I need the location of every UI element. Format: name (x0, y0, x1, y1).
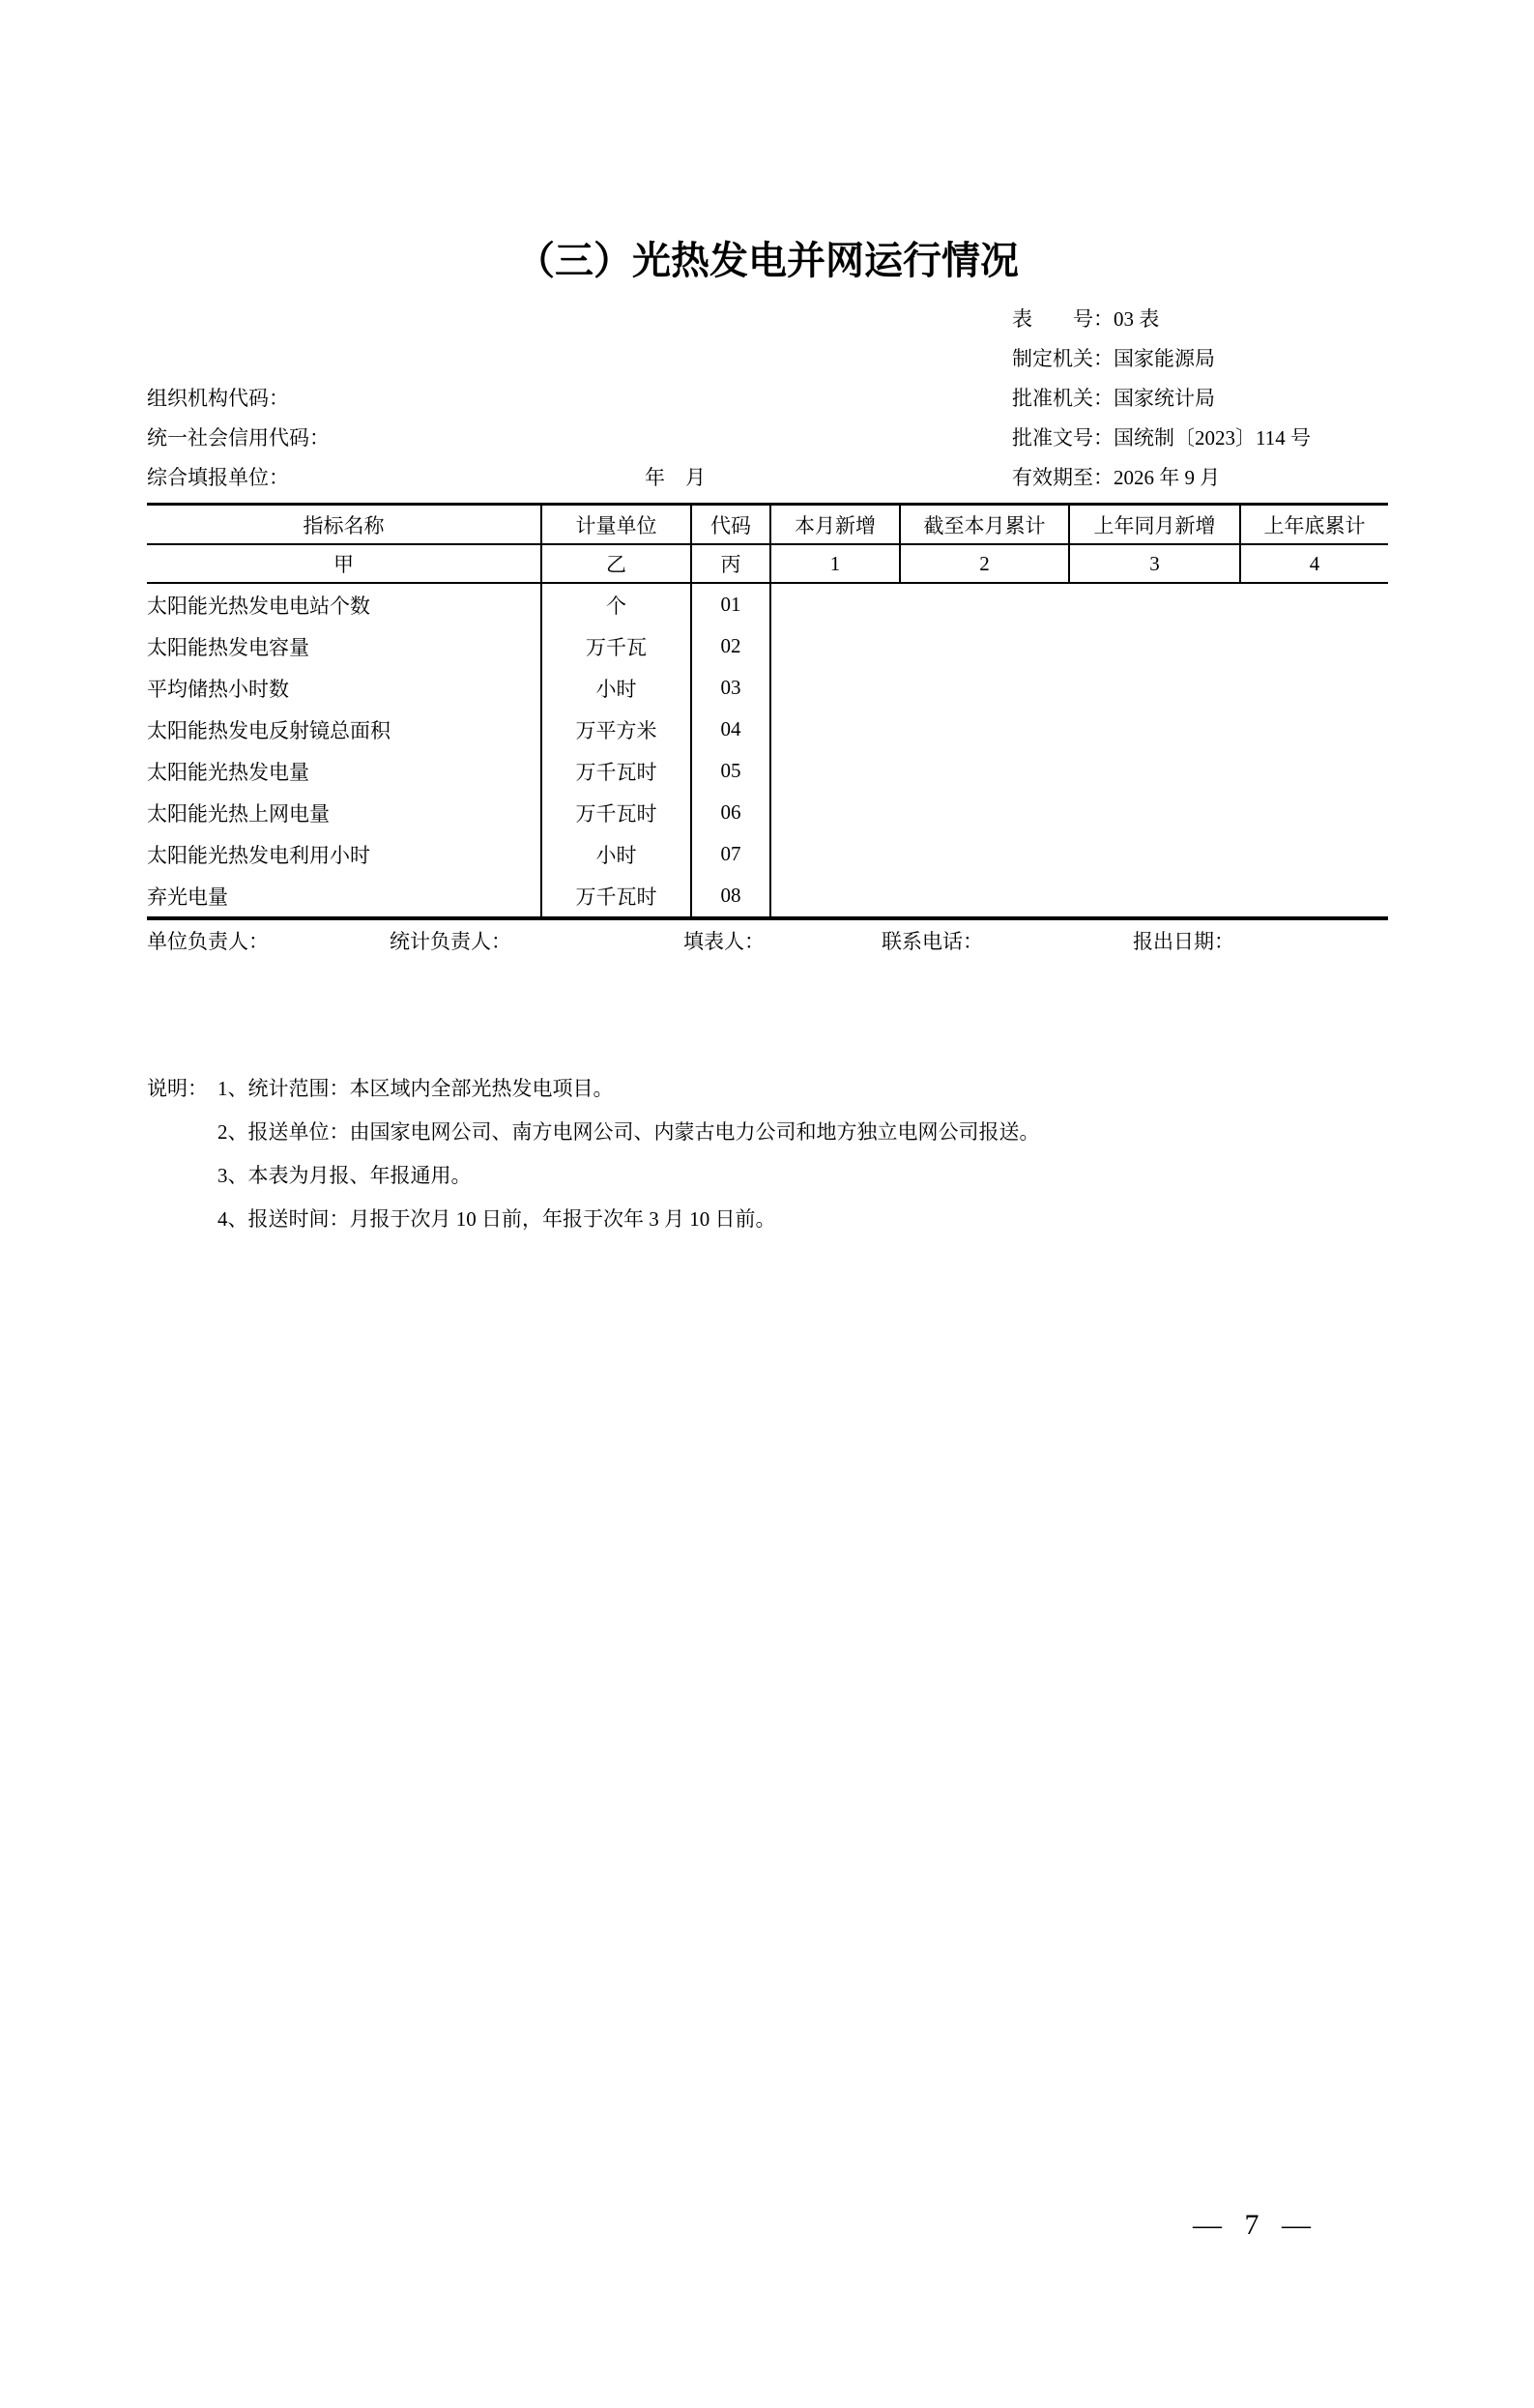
value-cell (770, 583, 900, 625)
value-cell (1240, 750, 1388, 792)
value-cell (1069, 667, 1240, 709)
value-cell (770, 833, 900, 875)
meta-label: 批准机关： (1012, 387, 1114, 410)
meta-row (147, 419, 1388, 458)
note-item: 1、统计范围：本区域内全部光热发电项目。 (217, 1077, 614, 1100)
table-row (147, 625, 1388, 667)
indicator-unit: 小时 (541, 667, 691, 709)
indicator-code: 08 (691, 875, 770, 918)
document-page (0, 238, 1534, 2408)
meta-value: 国家统计局 (1114, 387, 1215, 410)
indicator-unit: 小时 (541, 833, 691, 875)
value-cell (1240, 667, 1388, 709)
meta-approving-agency (1012, 379, 1215, 419)
table-header-row (147, 505, 1388, 545)
value-cell (1069, 709, 1240, 750)
meta-valid-until (1012, 458, 1220, 498)
value-cell (1240, 875, 1388, 918)
value-cell (900, 833, 1069, 875)
value-cell (900, 875, 1069, 918)
col-header-unit: 计量单位 (541, 505, 691, 545)
meta-label: 有效期至： (1012, 466, 1114, 489)
value-cell (1069, 750, 1240, 792)
table-row (147, 583, 1388, 625)
subheader-yi: 乙 (541, 544, 691, 583)
value-cell (1069, 833, 1240, 875)
meta-approval-number (1012, 419, 1311, 458)
value-cell (1069, 792, 1240, 833)
meta-row (147, 458, 1388, 498)
col-header-new-same-month-last-year: 上年同月新增 (1069, 505, 1240, 545)
table-row (147, 875, 1388, 918)
stats-head-label: 统计负责人： (390, 930, 511, 953)
value-cell (770, 709, 900, 750)
indicator-code: 07 (691, 833, 770, 875)
value-cell (770, 750, 900, 792)
page-content (147, 238, 1388, 1241)
meta-value: 2026 年 9 月 (1114, 466, 1221, 489)
value-cell (900, 709, 1069, 750)
indicator-name: 太阳能热发电容量 (147, 635, 309, 659)
preparer-label: 填表人： (683, 930, 765, 953)
meta-label: 表 号： (1012, 307, 1114, 331)
value-cell (1240, 833, 1388, 875)
col-header-cumulative-end-last-year: 上年底累计 (1240, 505, 1388, 545)
value-cell (770, 792, 900, 833)
meta-org-code (147, 379, 289, 419)
indicator-unit: 万千瓦 (541, 625, 691, 667)
table-row (147, 667, 1388, 709)
value-cell (1240, 625, 1388, 667)
value-cell (1069, 625, 1240, 667)
col-header-indicator-name: 指标名称 (147, 505, 541, 545)
table-row (147, 709, 1388, 750)
value-cell (900, 667, 1069, 709)
report-date-label: 报出日期： (1133, 930, 1234, 953)
value-cell (770, 667, 900, 709)
notes-section (147, 1067, 1388, 1241)
meta-row (147, 339, 1388, 379)
indicator-code: 04 (691, 709, 770, 750)
meta-label: 综合填报单位： (147, 466, 289, 489)
value-cell (1240, 583, 1388, 625)
indicator-name: 平均储热小时数 (147, 677, 289, 701)
indicator-unit: 万千瓦时 (541, 875, 691, 918)
value-cell (900, 583, 1069, 625)
meta-year-month: 年 月 (645, 466, 706, 489)
signature-row (147, 920, 1388, 963)
value-cell (770, 875, 900, 918)
meta-credit-code (147, 419, 330, 458)
form-title: （三）光热发电并网运行情况 (516, 240, 1019, 282)
table-row (147, 792, 1388, 833)
notes-label: 说明： (147, 1077, 208, 1100)
col-header-cumulative-to-month: 截至本月累计 (900, 505, 1069, 545)
col-header-code: 代码 (691, 505, 770, 545)
value-cell (770, 625, 900, 667)
value-cell (900, 792, 1069, 833)
table-row (147, 750, 1388, 792)
indicator-code: 02 (691, 625, 770, 667)
value-cell (1240, 792, 1388, 833)
indicator-unit: 个 (541, 583, 691, 625)
note-item: 3、本表为月报、年报通用。 (217, 1164, 472, 1187)
phone-label: 联系电话： (882, 930, 983, 953)
meta-reporting-unit (147, 458, 289, 498)
meta-label: 统一社会信用代码： (147, 426, 330, 450)
meta-value: 国家能源局 (1114, 347, 1215, 370)
subheader-col-4: 4 (1240, 544, 1388, 583)
indicator-name: 太阳能热发电反射镜总面积 (147, 718, 391, 742)
meta-row (147, 300, 1388, 339)
meta-label: 制定机关： (1012, 347, 1114, 370)
subheader-jia: 甲 (147, 544, 541, 583)
indicator-name: 太阳能光热发电量 (147, 760, 309, 784)
indicator-code: 03 (691, 667, 770, 709)
meta-value: 国统制〔2023〕114 号 (1114, 426, 1311, 450)
meta-value: 03 表 (1114, 307, 1160, 331)
col-header-new-this-month: 本月新增 (770, 505, 900, 545)
indicator-unit: 万千瓦时 (541, 750, 691, 792)
note-item: 4、报送时间：月报于次月 10 日前，年报于次年 3 月 10 日前。 (217, 1207, 776, 1231)
value-cell (1069, 583, 1240, 625)
value-cell (1240, 709, 1388, 750)
indicator-unit: 万平方米 (541, 709, 691, 750)
form-meta (147, 300, 1388, 498)
value-cell (1069, 875, 1240, 918)
meta-label: 组织机构代码： (147, 387, 289, 410)
page-number: — 7 — (1193, 2209, 1311, 2241)
subheader-col-1: 1 (770, 544, 900, 583)
indicators-table (147, 503, 1388, 920)
indicator-name: 太阳能光热发电利用小时 (147, 843, 370, 867)
subheader-col-2: 2 (900, 544, 1069, 583)
indicator-code: 01 (691, 583, 770, 625)
meta-issuing-agency (1012, 339, 1215, 379)
note-item: 2、报送单位：由国家电网公司、南方电网公司、内蒙古电力公司和地方独立电网公司报送。 (217, 1120, 1040, 1144)
subheader-col-3: 3 (1069, 544, 1240, 583)
indicator-name: 弃光电量 (147, 885, 228, 909)
meta-label: 批准文号： (1012, 426, 1114, 450)
indicator-name: 太阳能光热上网电量 (147, 801, 330, 826)
table-row (147, 833, 1388, 875)
value-cell (900, 750, 1069, 792)
meta-table-number (1012, 300, 1159, 339)
indicator-code: 06 (691, 792, 770, 833)
unit-head-label: 单位负责人： (147, 930, 269, 953)
value-cell (900, 625, 1069, 667)
indicator-name: 太阳能光热发电电站个数 (147, 594, 370, 618)
table-subheader-row (147, 544, 1388, 583)
indicator-unit: 万千瓦时 (541, 792, 691, 833)
subheader-bing: 丙 (691, 544, 770, 583)
indicator-code: 05 (691, 750, 770, 792)
meta-row (147, 379, 1388, 419)
